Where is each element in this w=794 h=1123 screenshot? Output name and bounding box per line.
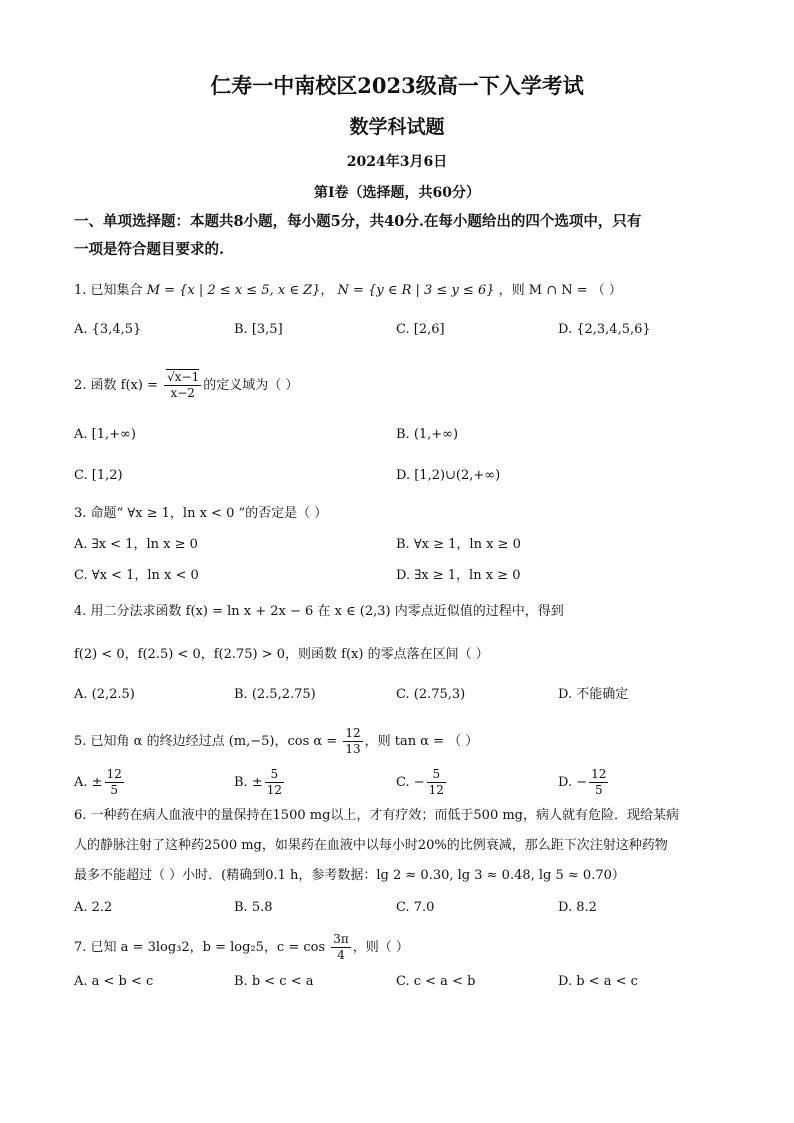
q7-stem-b: ，则（ ） [352, 940, 409, 955]
q5-b-sign: ± [251, 775, 263, 790]
q5-numerator: 12 [345, 726, 361, 740]
q6-option-d[interactable]: D. 8.2 [558, 900, 597, 915]
q5-d-fraction [589, 767, 608, 798]
q3-option-d[interactable]: D. ∃x ≥ 1，ln x ≥ 0 [396, 568, 521, 583]
q5-a-num: 12 [106, 767, 122, 781]
q2-fraction [164, 370, 201, 401]
question-5-stem [74, 726, 734, 757]
exam-title: 仁寿一中南校区2023级高一下入学考试 [210, 73, 584, 98]
question-7-stem [74, 932, 734, 963]
q5-c-label: C. [396, 775, 410, 790]
q5-d-num: 12 [591, 767, 607, 781]
q5-b-label: B. [234, 775, 248, 790]
question-4-stem-line1: 4. 用二分法求函数 f(x) = ln x + 2x − 6 在 x ∈ (2,3) 内零点近似值的过程中，得到 [74, 604, 564, 619]
q3-option-a[interactable]: A. ∃x < 1，ln x ≥ 0 [74, 537, 198, 552]
q5-c-fraction [427, 767, 446, 798]
q5-a-label: A. [74, 775, 88, 790]
q5-d-den: 5 [594, 783, 603, 797]
q6-option-b[interactable]: B. 5.8 [234, 900, 273, 915]
q4-option-c[interactable]: C. (2.75,3) [396, 687, 466, 702]
q5-a-den: 5 [110, 783, 119, 797]
q5-c-sign: − [413, 775, 425, 790]
q5-stem-a: 5. 已知角 α 的终边经过点 (m,−5)，cos α = [74, 734, 338, 749]
q4-option-d[interactable]: D. 不能确定 [558, 687, 629, 702]
q1-stem-a: 1. 已知集合 [74, 283, 143, 298]
volume-heading: 第Ⅰ卷（选择题，共60分） [313, 185, 481, 201]
q1-set-n: N = {y ∈ R | 3 ≤ y ≤ 6} [337, 283, 495, 298]
question-6-line3: 最多不能超过（ ）小时．(精确到0.1 h，参考数据：lg 2 ≈ 0.30, lg 3 ≈ 0.48, lg 5 ≈ 0.70） [74, 868, 625, 883]
q2-option-b[interactable]: B. (1,+∞) [396, 427, 459, 442]
q5-b-den: 12 [266, 783, 283, 797]
q1-sep: ， [320, 283, 334, 298]
q6-option-a[interactable]: A. 2.2 [74, 900, 113, 915]
q5-option-a[interactable] [74, 767, 126, 798]
q1-option-d[interactable]: D. {2,3,4,5,6} [558, 322, 651, 337]
q1-stem-b: ，则 M ∩ N = （ ） [498, 283, 622, 298]
q5-option-c[interactable] [396, 767, 448, 798]
q1-option-c[interactable]: C. [2,6] [396, 322, 445, 337]
q2-denominator: x−2 [170, 386, 195, 400]
q5-fraction [343, 726, 362, 757]
q5-option-b[interactable] [234, 767, 286, 798]
q4-option-b[interactable]: B. (2.5,2.75) [234, 687, 316, 702]
q7-denominator: 4 [337, 948, 345, 962]
q3-option-b[interactable]: B. ∀x ≥ 1，ln x ≥ 0 [396, 537, 521, 552]
q5-c-den: 12 [428, 783, 444, 797]
q7-stem-a: 7. 已知 a = 3log₃2，b = log₂5，c = cos [74, 940, 326, 955]
q1-set-m: M = {x | 2 ≤ x ≤ 5, x ∈ Z} [146, 283, 321, 298]
q2-option-c[interactable]: C. [1,2) [74, 468, 123, 483]
q7-option-a[interactable]: A. a < b < c [74, 974, 154, 989]
q2-stem-b: 的定义域为（ ） [203, 378, 299, 393]
question-1-stem [74, 281, 734, 301]
q2-option-d[interactable]: D. [1,2)∪(2,+∞) [396, 468, 501, 483]
q3-option-c[interactable]: C. ∀x < 1，ln x < 0 [74, 568, 199, 583]
section-instructions-line1: 一、单项选择题：本题共8小题，每小题5分，共40分.在每小题给出的四个选项中，只有 [74, 213, 642, 230]
q5-denominator: 13 [345, 742, 361, 756]
q5-d-sign: − [576, 775, 588, 790]
question-6-line2: 人的静脉注射了这种药2500 mg，如果药在血液中以每小时20%的比例衰减，那么距下次注射这种药物 [74, 838, 668, 853]
q2-option-a[interactable]: A. [1,+∞) [74, 427, 136, 442]
q6-option-c[interactable]: C. 7.0 [396, 900, 435, 915]
q7-option-c[interactable]: C. c < a < b [396, 974, 476, 989]
q2-numerator: √x−1 [167, 370, 200, 384]
q5-d-label: D. [558, 775, 573, 790]
q1-option-b[interactable]: B. [3,5] [234, 322, 283, 337]
question-3-stem: 3. 命题“ ∀x ≥ 1，ln x < 0 ”的否定是（ ） [74, 506, 328, 521]
q4-option-a[interactable]: A. (2,2.5) [74, 687, 135, 702]
q5-stem-b: ，则 tan α = （ ） [364, 734, 479, 749]
q7-fraction [331, 932, 351, 963]
q5-b-num: 5 [265, 767, 284, 783]
question-4-stem-line2: f(2) < 0，f(2.5) < 0，f(2.75) > 0，则函数 f(x) 的零点落在区间（ ） [74, 647, 489, 662]
exam-subtitle: 数学科试题 [349, 116, 445, 138]
q2-stem-a: 2. 函数 f(x) = [74, 378, 158, 393]
q7-option-b[interactable]: B. b < c < a [234, 974, 314, 989]
q1-option-a[interactable]: A. {3,4,5} [74, 322, 142, 337]
q5-a-fraction [105, 767, 124, 798]
question-2-stem [74, 370, 734, 401]
q5-option-d[interactable] [558, 767, 610, 798]
q7-numerator: 3π [333, 932, 349, 946]
question-6-line1: 6. 一种药在病人血液中的量保持在1500 mg以上，才有疗效；而低于500 mg，病人就有危险．现给某病 [74, 808, 679, 823]
q5-c-num: 5 [427, 767, 446, 783]
section-instructions-line2: 一项是符合题目要求的. [74, 241, 225, 258]
q5-b-fraction [265, 767, 284, 798]
q5-a-sign: ± [91, 775, 103, 790]
q7-option-d[interactable]: D. b < a < c [558, 974, 638, 989]
exam-date: 2024年3月6日 [346, 154, 448, 170]
